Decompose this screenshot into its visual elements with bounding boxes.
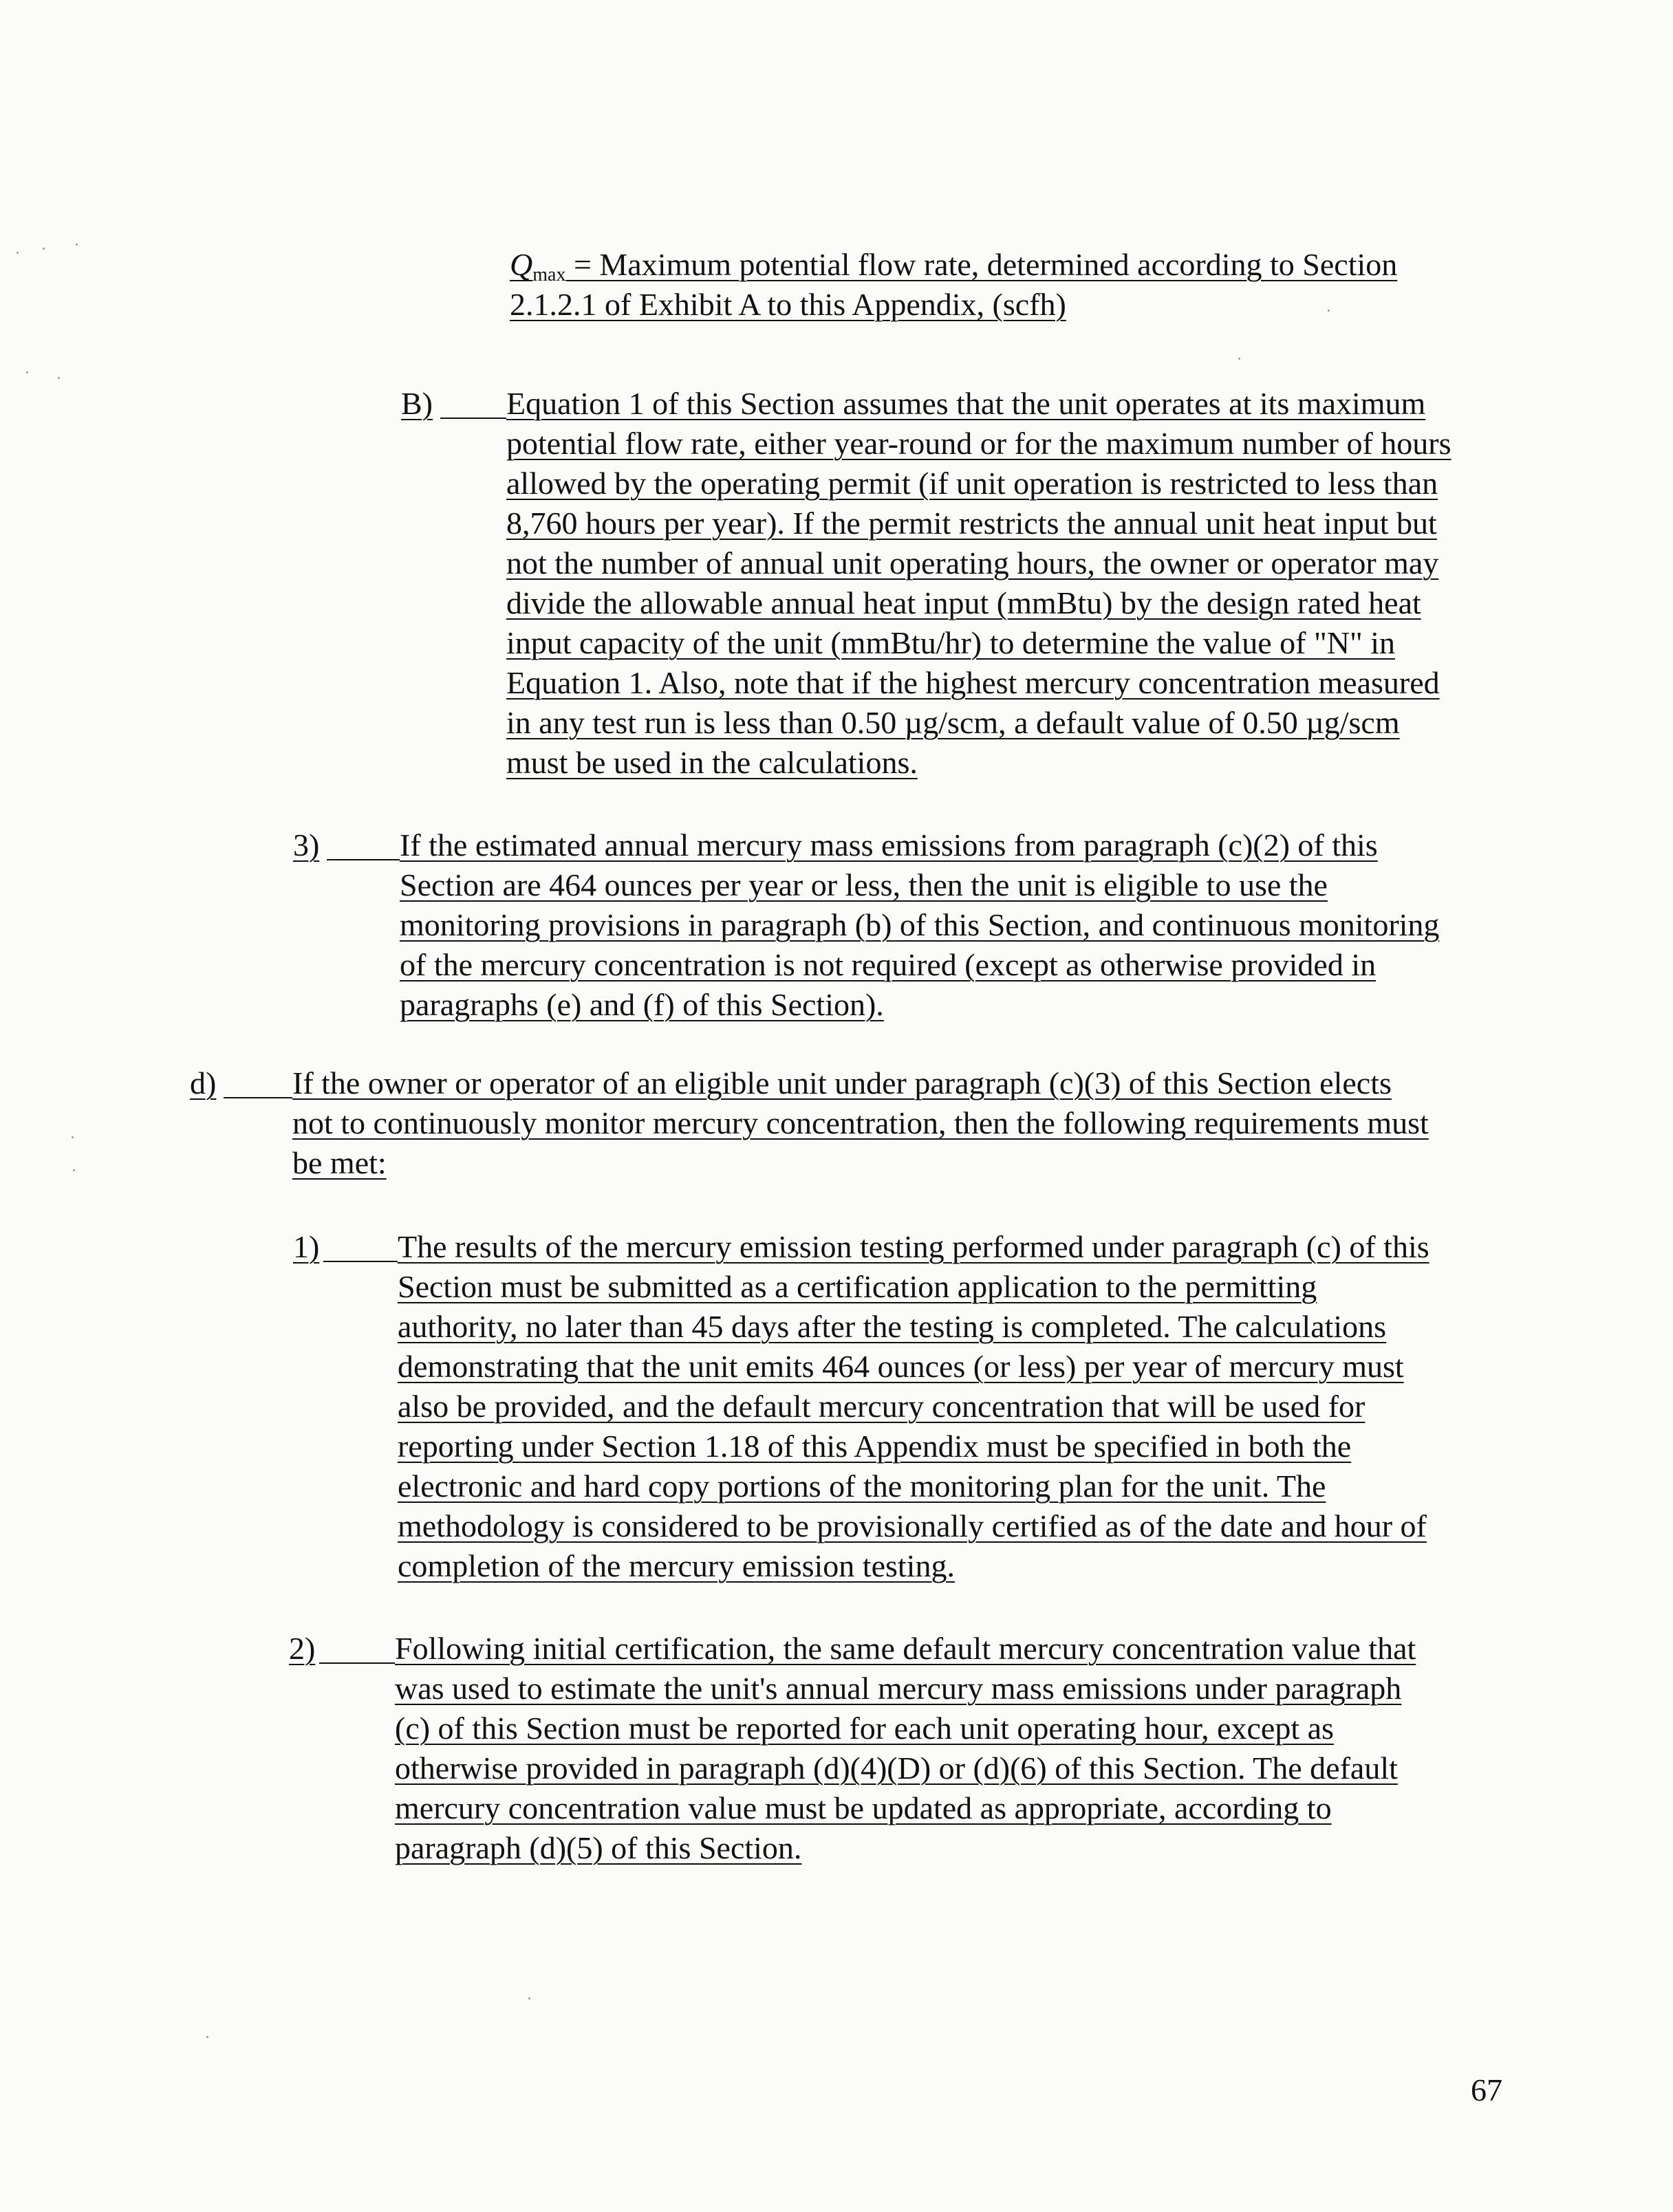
paragraph-3-leader bbox=[327, 859, 400, 860]
paragraph-b-line: must be used in the calculations. bbox=[506, 745, 918, 780]
scan-speck bbox=[76, 243, 78, 246]
paragraph-3-line: paragraphs (e) and (f) of this Section). bbox=[400, 987, 884, 1022]
paragraph-d1-line: completion of the mercury emission testing. bbox=[398, 1548, 955, 1583]
scan-speck bbox=[1238, 358, 1240, 360]
qmax-symbol: $Q_{max}$ bbox=[510, 247, 566, 285]
paragraph-d2-label: 2) bbox=[289, 1631, 316, 1666]
scan-speck bbox=[58, 377, 60, 379]
scan-speck bbox=[17, 252, 19, 254]
paragraph-d2-line: (c) of this Section must be reported for each unit operating hour, except as bbox=[395, 1711, 1334, 1746]
scan-speck bbox=[206, 2036, 208, 2038]
scan-speck bbox=[528, 1997, 530, 1999]
paragraph-d-label: d) bbox=[190, 1065, 217, 1100]
paragraph-b-line: allowed by the operating permit (if unit operation is restricted to less than bbox=[506, 466, 1438, 501]
paragraph-3-line: of the mercury concentration is not required (except as otherwise provided in bbox=[400, 947, 1377, 982]
qmax-definition-line-1: $Q_{max}$ = Maximum potential flow rate, determined according to Section bbox=[510, 247, 1398, 285]
qmax-definition-line-2: 2.1.2.1 of Exhibit A to this Appendix, (scfh) bbox=[510, 287, 1066, 322]
paragraph-d-line: be met: bbox=[292, 1145, 387, 1180]
paragraph-d1-line: Section must be submitted as a certification application to the permitting bbox=[398, 1269, 1317, 1304]
paragraph-d1-line: methodology is considered to be provisionally certified as of the date and hour of bbox=[398, 1508, 1427, 1543]
paragraph-b-line: input capacity of the unit (mmBtu/hr) to determine the value of "N" in bbox=[506, 625, 1395, 660]
paragraph-d1-line: also be provided, and the default mercury concentration that will be used for bbox=[398, 1389, 1366, 1424]
paragraph-d1-line: The results of the mercury emission testing performed under paragraph (c) of this bbox=[398, 1229, 1429, 1264]
paragraph-d-line: not to continuously monitor mercury concentration, then the following requirements must bbox=[292, 1105, 1429, 1140]
paragraph-b-line: potential flow rate, either year-round or for the maximum number of hours bbox=[506, 426, 1451, 461]
paragraph-b-line: in any test run is less than 0.50 µg/scm, a default value of 0.50 µg/scm bbox=[506, 705, 1400, 740]
paragraph-b-label: B) bbox=[401, 386, 433, 421]
paragraph-d2-line: otherwise provided in paragraph (d)(4)(D) or (d)(6) of this Section. The default bbox=[395, 1750, 1398, 1786]
paragraph-d1-line: electronic and hard copy portions of the monitoring plan for the unit. The bbox=[398, 1468, 1326, 1504]
paragraph-d2-line: paragraph (d)(5) of this Section. bbox=[395, 1830, 802, 1865]
paragraph-3-line: If the estimated annual mercury mass emissions from paragraph (c)(2) of this bbox=[400, 827, 1378, 863]
paragraph-d1-line: authority, no later than 45 days after the testing is completed. The calculations bbox=[398, 1309, 1387, 1344]
paragraph-d1-line: reporting under Section 1.18 of this Appendix must be specified in both the bbox=[398, 1429, 1352, 1464]
paragraph-d1-label: 1) bbox=[293, 1229, 320, 1264]
paragraph-d2-line: mercury concentration value must be updated as appropriate, according to bbox=[395, 1790, 1332, 1825]
paragraph-b-leader bbox=[440, 418, 506, 419]
paragraph-d2-leader bbox=[319, 1662, 395, 1664]
scan-speck bbox=[73, 1169, 75, 1171]
paragraph-d2-line: Following initial certification, the same default mercury concentration value that bbox=[395, 1631, 1416, 1666]
paragraph-d1-leader bbox=[323, 1261, 398, 1262]
paragraph-b-line: 8,760 hours per year). If the permit restricts the annual unit heat input but bbox=[506, 506, 1437, 541]
paragraph-b-line: Equation 1. Also, note that if the highest mercury concentration measured bbox=[506, 665, 1440, 700]
scan-speck bbox=[72, 1136, 74, 1138]
paragraph-d2-line: was used to estimate the unit's annual mercury mass emissions under paragraph bbox=[395, 1671, 1402, 1706]
scan-speck bbox=[43, 248, 45, 250]
scan-speck bbox=[26, 371, 28, 373]
page-number: 67 bbox=[1471, 2072, 1502, 2107]
paragraph-d-leader bbox=[224, 1097, 292, 1098]
paragraph-b-line: Equation 1 of this Section assumes that the unit operates at its maximum bbox=[506, 386, 1426, 421]
paragraph-b-line: not the number of annual unit operating hours, the owner or operator may bbox=[506, 545, 1439, 581]
scan-speck bbox=[1328, 310, 1330, 312]
paragraph-3-line: monitoring provisions in paragraph (b) of this Section, and continuous monitoring bbox=[400, 907, 1440, 942]
paragraph-3-label: 3) bbox=[293, 827, 320, 863]
paragraph-b-line: divide the allowable annual heat input (mmBtu) by the design rated heat bbox=[506, 585, 1421, 620]
paragraph-3-line: Section are 464 ounces per year or less, then the unit is eligible to use the bbox=[400, 867, 1328, 902]
paragraph-d1-line: demonstrating that the unit emits 464 ounces (or less) per year of mercury must bbox=[398, 1349, 1404, 1384]
paragraph-d-line: If the owner or operator of an eligible unit under paragraph (c)(3) of this Section elects bbox=[292, 1065, 1392, 1100]
